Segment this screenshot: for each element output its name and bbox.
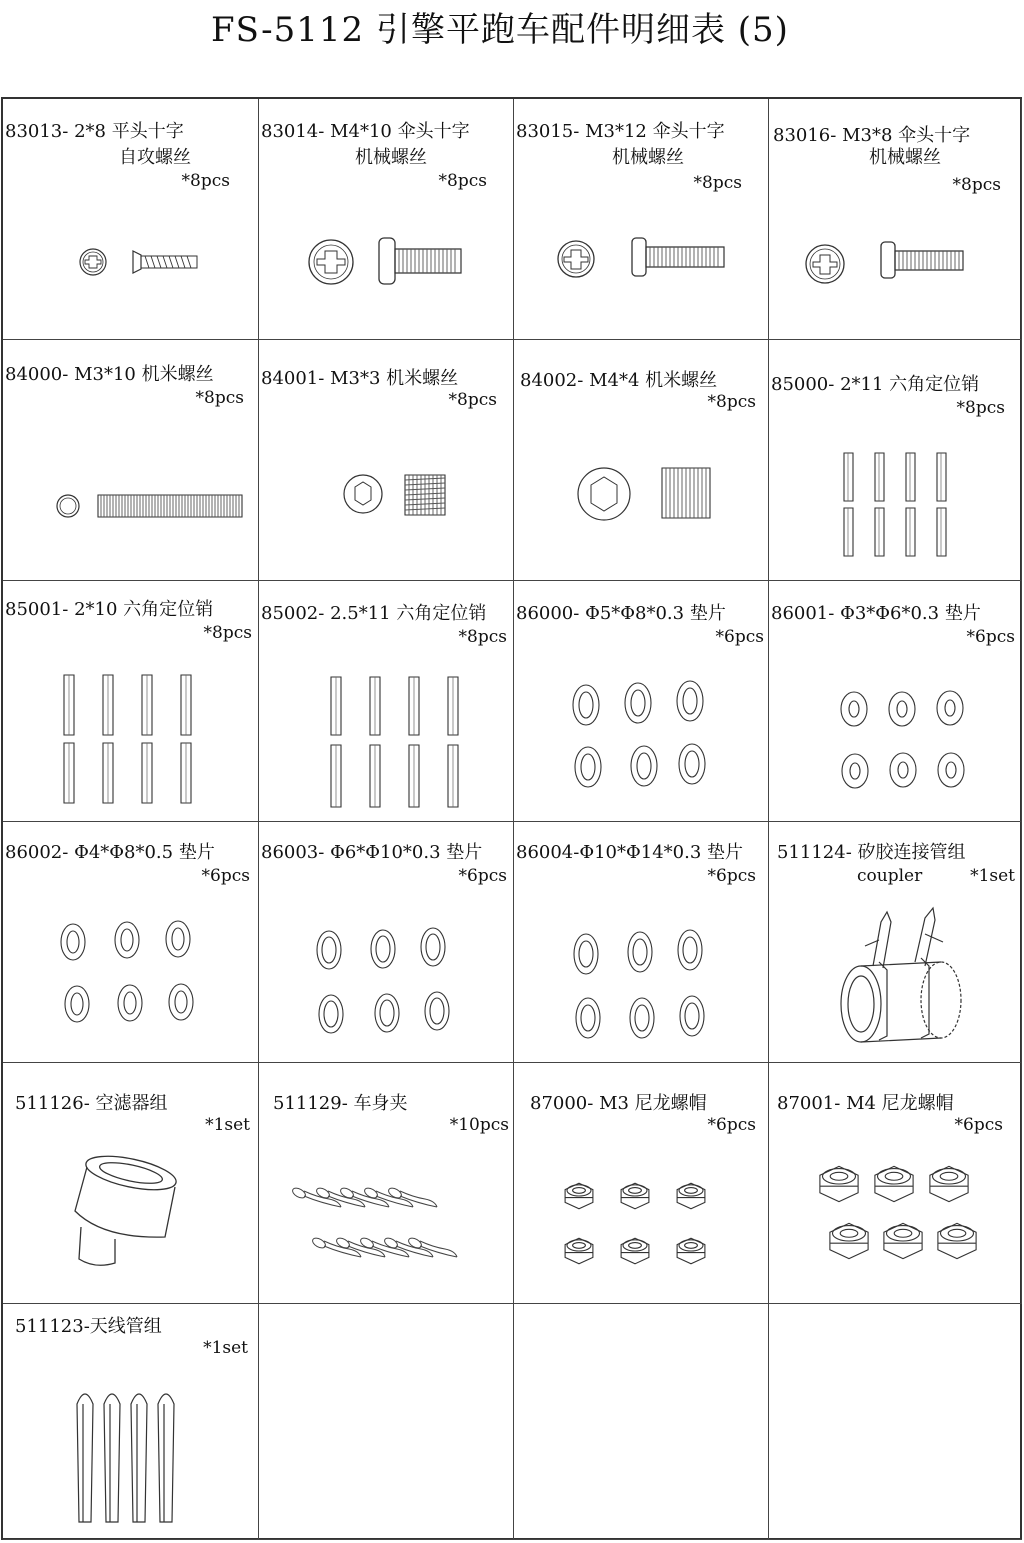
part-cell-87001 (769, 1063, 1022, 1304)
part-quantity: *6pcs (458, 866, 507, 886)
empty-cell (259, 1304, 514, 1540)
nylon-nut-icon (769, 1063, 1022, 1303)
part-code: 87001- M4 尼龙螺帽 (777, 1093, 954, 1114)
silicone-coupler-icon (769, 822, 1022, 1062)
part-quantity: *6pcs (201, 866, 250, 886)
part-quantity: *6pcs (966, 627, 1015, 647)
part-cell-85002 (259, 581, 514, 822)
hex-pin-icon (769, 340, 1022, 580)
part-cell-86002 (3, 822, 259, 1063)
part-code: 511126- 空滤器组 (15, 1093, 168, 1114)
part-cell-83016 (769, 99, 1022, 340)
parts-table (1, 97, 1022, 1540)
body-clip-icon (259, 1063, 514, 1303)
part-subtitle: coupler (857, 866, 923, 886)
part-quantity: *8pcs (181, 171, 230, 191)
part-cell-84000 (3, 340, 259, 581)
part-cell-87000 (514, 1063, 769, 1304)
pan-head-machine-screw-icon (259, 99, 514, 339)
part-quantity: *6pcs (707, 866, 756, 886)
part-cell-86001 (769, 581, 1022, 822)
part-cell-511123 (3, 1304, 259, 1540)
part-quantity: *6pcs (707, 1115, 756, 1135)
part-cell-86004 (514, 822, 769, 1063)
empty-cell (514, 1304, 769, 1540)
part-code: 84002- M4*4 机米螺丝 (520, 370, 718, 391)
part-cell-511124 (769, 822, 1022, 1063)
part-code: 83015- M3*12 伞头十字 (516, 121, 725, 142)
part-cell-84002 (514, 340, 769, 581)
air-filter-icon (3, 1063, 258, 1303)
part-subtitle: 自攻螺丝 (119, 147, 191, 168)
part-quantity: *8pcs (203, 623, 252, 643)
part-quantity: *6pcs (715, 627, 764, 647)
part-quantity: *1set (203, 1338, 248, 1358)
part-code: 511129- 车身夹 (273, 1093, 408, 1114)
part-cell-83015 (514, 99, 769, 340)
part-code: 83014- M4*10 伞头十字 (261, 121, 470, 142)
part-quantity: *8pcs (952, 175, 1001, 195)
part-quantity: *10pcs (449, 1115, 509, 1135)
part-cell-511126 (3, 1063, 259, 1304)
part-code: 83016- M3*8 伞头十字 (773, 125, 971, 146)
part-cell-83013 (3, 99, 259, 340)
part-quantity: *6pcs (954, 1115, 1003, 1135)
hex-pin-icon (259, 581, 514, 821)
part-code: 86004-Φ10*Φ14*0.3 垫片 (516, 842, 744, 863)
pan-head-machine-screw-icon (769, 99, 1022, 339)
part-cell-85001 (3, 581, 259, 822)
part-quantity: *8pcs (195, 388, 244, 408)
washer-icon (259, 822, 514, 1062)
empty-cell (769, 1304, 1022, 1540)
part-code: 86000- Φ5*Φ8*0.3 垫片 (516, 603, 726, 624)
part-quantity: *8pcs (693, 173, 742, 193)
part-code: 86003- Φ6*Φ10*0.3 垫片 (261, 842, 483, 863)
part-cell-86003 (259, 822, 514, 1063)
part-quantity: *8pcs (448, 390, 497, 410)
part-code: 84000- M3*10 机米螺丝 (5, 364, 214, 385)
part-code: 84001- M3*3 机米螺丝 (261, 368, 459, 389)
part-code: 511123-天线管组 (15, 1316, 162, 1337)
washer-icon (3, 822, 258, 1062)
countersunk-self-tapping-screw-icon (3, 99, 258, 339)
part-quantity: *8pcs (458, 627, 507, 647)
washer-icon (769, 581, 1022, 821)
part-quantity: *8pcs (707, 392, 756, 412)
set-screw-icon (514, 340, 769, 580)
part-quantity: *8pcs (956, 398, 1005, 418)
part-cell-86000 (514, 581, 769, 822)
set-screw-icon (259, 340, 514, 580)
washer-icon (514, 822, 769, 1062)
part-subtitle: 机械螺丝 (612, 147, 684, 168)
part-quantity: *8pcs (438, 171, 487, 191)
washer-icon (514, 581, 769, 821)
part-subtitle: 机械螺丝 (869, 147, 941, 168)
part-quantity: *1set (970, 866, 1015, 886)
set-screw-icon (3, 340, 258, 580)
part-cell-511129 (259, 1063, 514, 1304)
part-code: 85000- 2*11 六角定位销 (771, 374, 980, 395)
antenna-tube-icon (3, 1304, 258, 1540)
part-code: 86002- Φ4*Φ8*0.5 垫片 (5, 842, 215, 863)
part-code: 85002- 2.5*11 六角定位销 (261, 603, 487, 624)
part-subtitle: 机械螺丝 (355, 147, 427, 168)
part-quantity: *1set (205, 1115, 250, 1135)
part-cell-83014 (259, 99, 514, 340)
page-title: FS-5112 引擎平跑车配件明细表 (5) (211, 10, 789, 50)
nylon-nut-icon (514, 1063, 769, 1303)
part-code: 511124- 矽胶连接管组 (777, 842, 966, 863)
part-code: 85001- 2*10 六角定位销 (5, 599, 214, 620)
part-cell-84001 (259, 340, 514, 581)
part-code: 86001- Φ3*Φ6*0.3 垫片 (771, 603, 981, 624)
part-code: 87000- M3 尼龙螺帽 (530, 1093, 707, 1114)
part-cell-85000 (769, 340, 1022, 581)
hex-pin-icon (3, 581, 258, 821)
pan-head-machine-screw-icon (514, 99, 769, 339)
part-code: 83013- 2*8 平头十字 (5, 121, 184, 142)
